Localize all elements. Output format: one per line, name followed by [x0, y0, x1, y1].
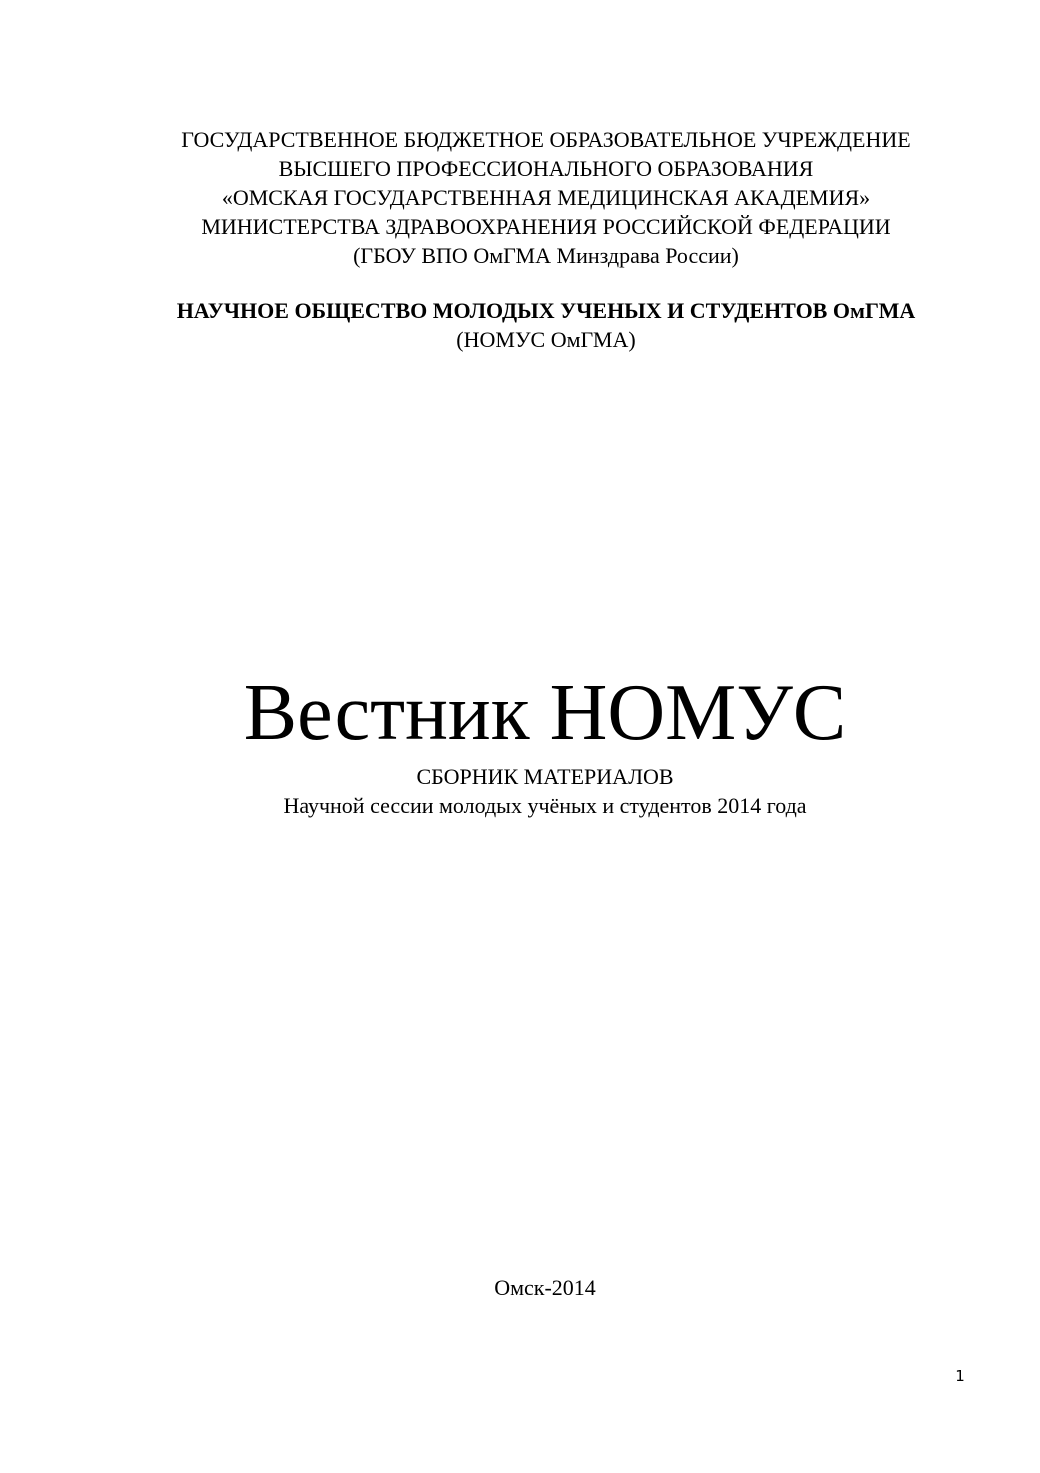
institution-line: ГОСУДАРСТВЕННОЕ БЮДЖЕТНОЕ ОБРАЗОВАТЕЛЬНОЕ УЧРЕЖДЕНИЕ — [181, 127, 911, 152]
city-year: Омск-2014 — [494, 1275, 596, 1300]
institution-line: ВЫСШЕГО ПРОФЕССИОНАЛЬНОГО ОБРАЗОВАНИЯ — [278, 156, 814, 181]
institution-line: МИНИСТЕРСТВА ЗДРАВООХРАНЕНИЯ РОССИЙСКОЙ ФЕДЕРАЦИИ — [201, 214, 891, 239]
subtitle-session: Научной сессии молодых учёных и студентов 2014 года — [283, 793, 807, 818]
page-number: 1 — [955, 1367, 965, 1385]
society-abbreviation: (НОМУС ОмГМА) — [456, 327, 636, 352]
institution-header — [0, 125, 1040, 270]
society-header — [0, 296, 1040, 354]
society-name: НАУЧНОЕ ОБЩЕСТВО МОЛОДЫХ УЧЕНЫХ И СТУДЕНТОВ ОмГМА — [176, 298, 916, 323]
institution-line: «ОМСКАЯ ГОСУДАРСТВЕННАЯ МЕДИЦИНСКАЯ АКАДЕМИЯ» — [221, 185, 871, 210]
subtitle-collection: СБОРНИК МАТЕРИАЛОВ — [416, 764, 674, 789]
subtitle — [0, 762, 1040, 820]
institution-abbreviation: (ГБОУ ВПО ОмГМА Минздрава России) — [353, 243, 739, 268]
page-title: Вестник НОМУС — [243, 669, 847, 757]
